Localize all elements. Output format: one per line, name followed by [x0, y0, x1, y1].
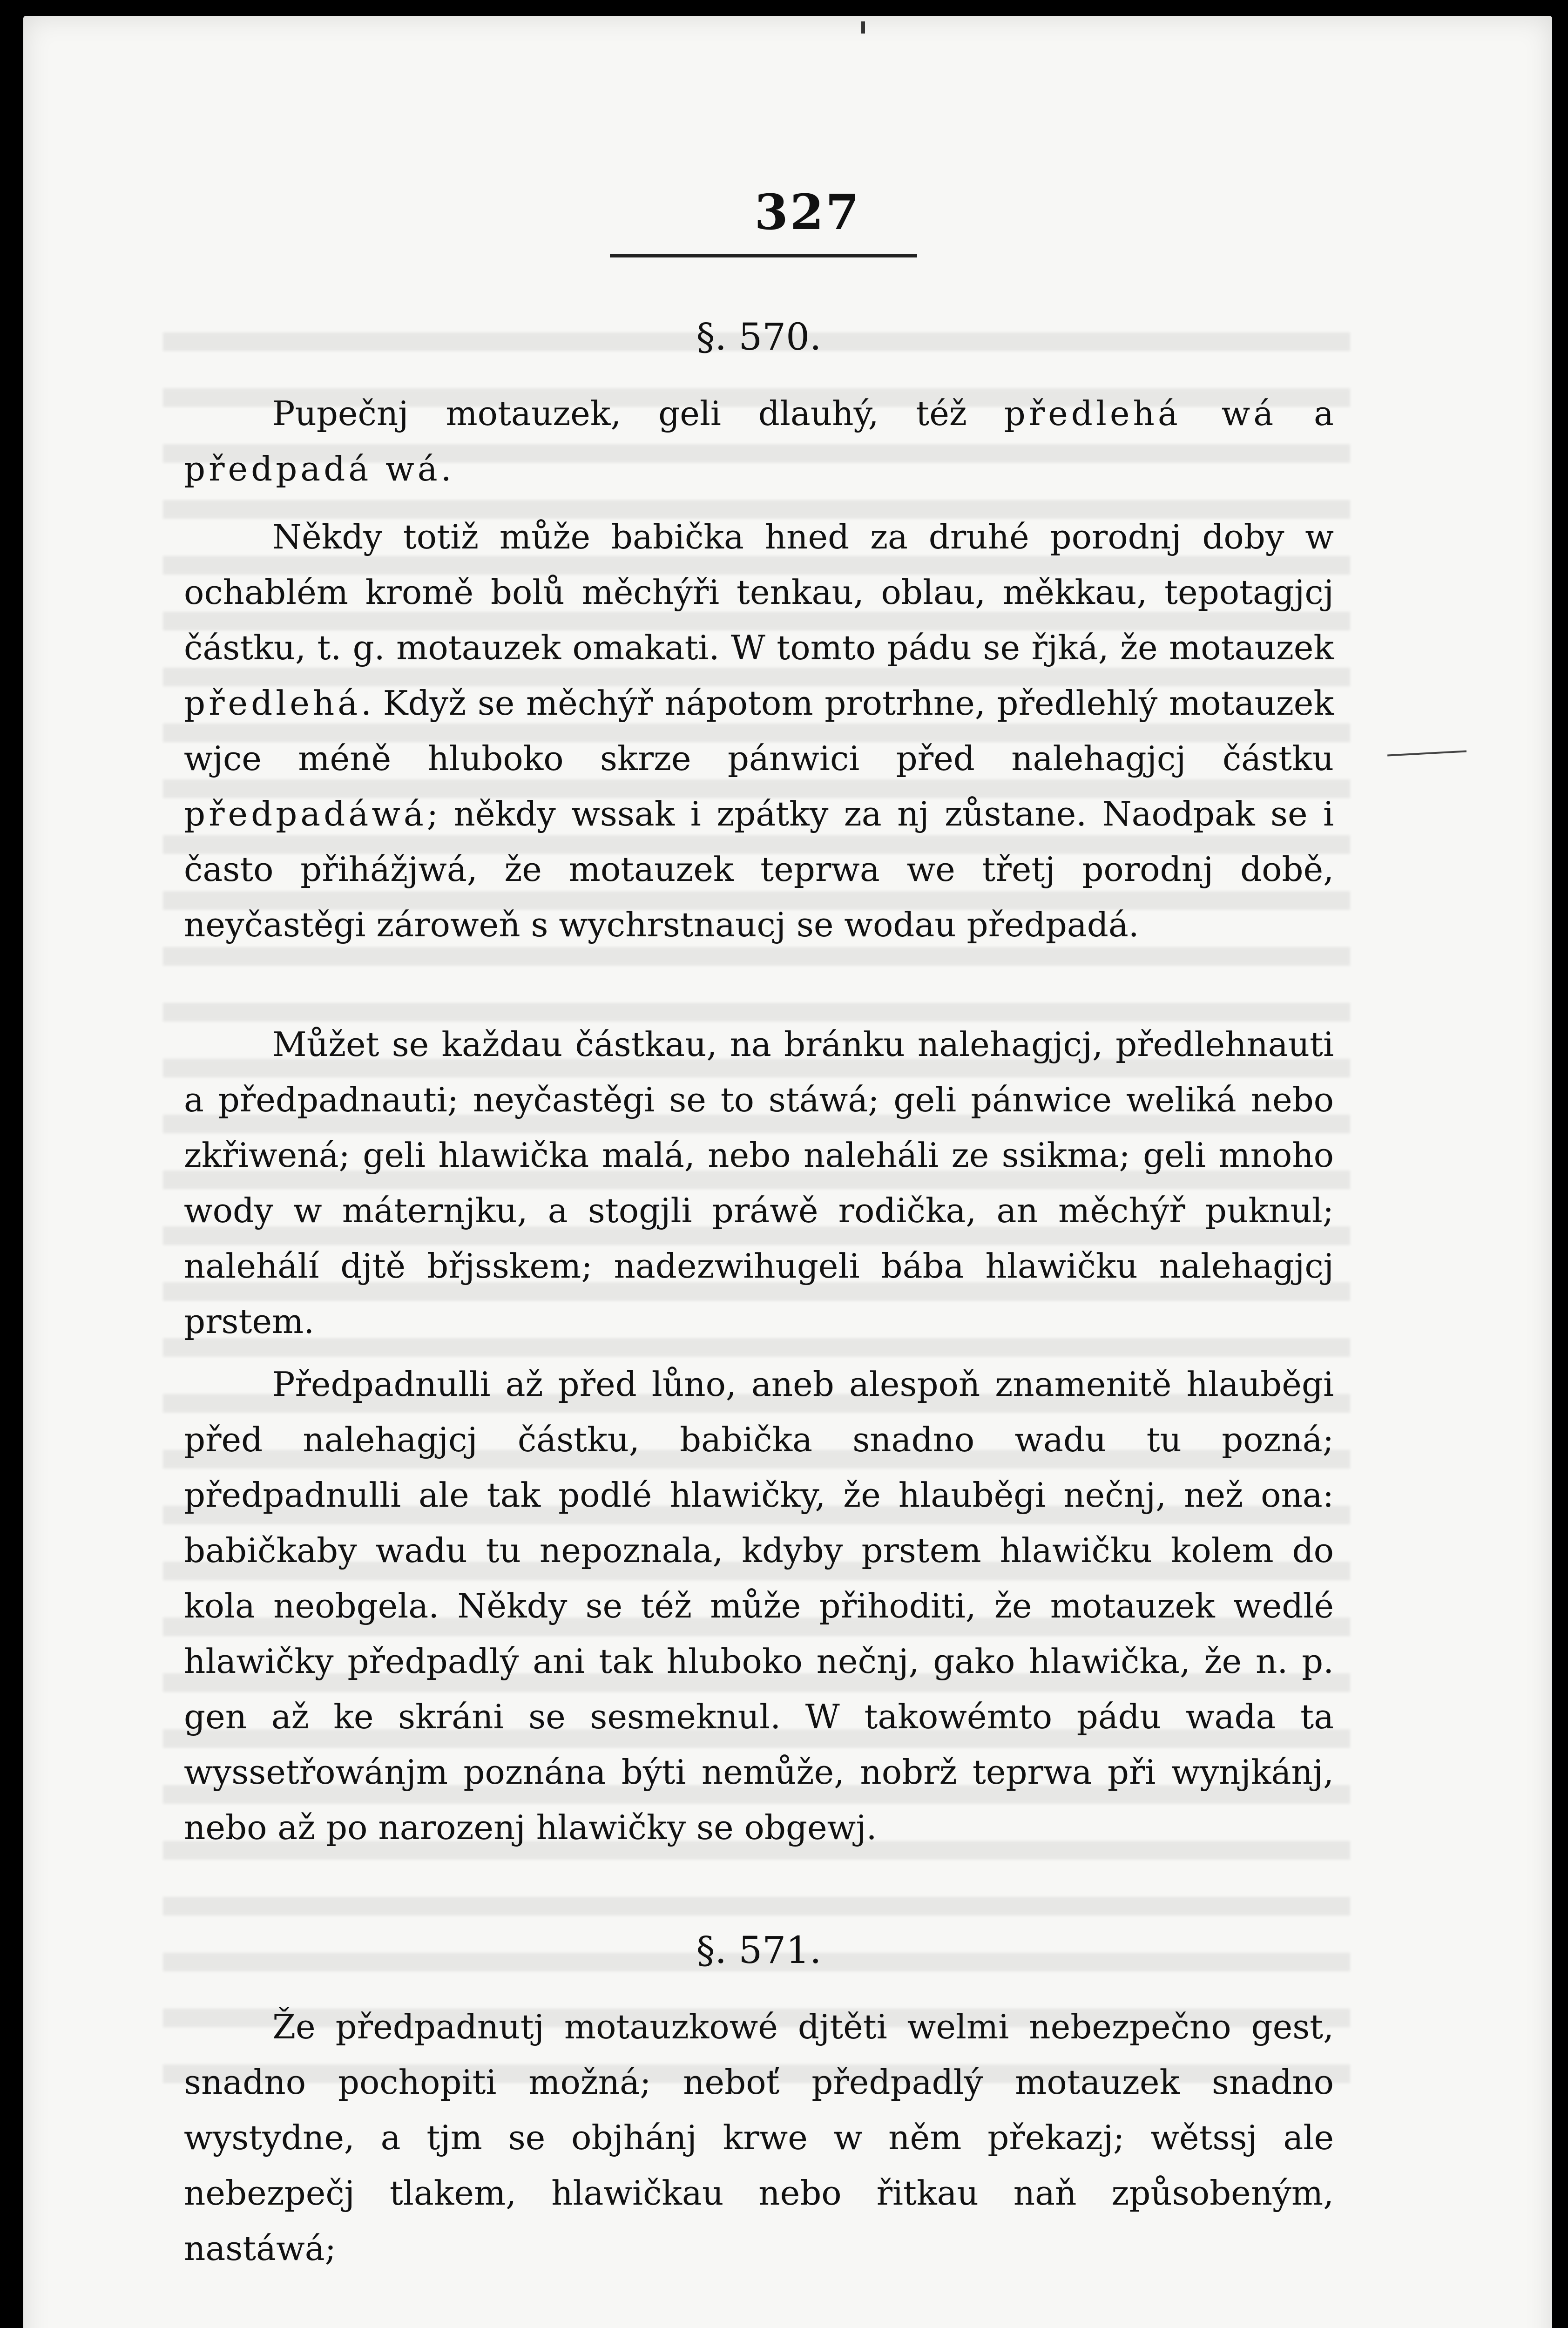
- text-run: a: [1277, 394, 1334, 433]
- paragraph: [184, 509, 1334, 953]
- spaced-text-run: předpadá wá: [184, 449, 441, 488]
- book-page: [23, 16, 1552, 2328]
- spaced-text-run: předpadáwá: [184, 794, 427, 833]
- text-run: .: [440, 449, 452, 488]
- text-run: Že předpadnutj motauzkowé djtěti welmi nebezpečno gest, snadno pochopiti možná; neboť předpadlý motauzek snadno wystydne, a tjm se objhánj krwe w něm překazj; wětssj ale nebezpečj tlakem, hlawičkau nebo řitkau naň způsobeným, nastáwá;: [184, 2007, 1334, 2268]
- page-number: 327: [754, 183, 861, 241]
- text-run: Předpadnulli až před lůno, aneb alespoň znamenitě hlauběgi před nalehagjcj částku, babička snadno wadu tu pozná; předpadnulli ale tak podlé hlawičky, že hlauběgi nečnj, než ona: babičkaby wadu tu nepoznala, kdyby prstem hlawičku kolem do kola neobgela. Někdy se též může přihoditi, že motauzek wedlé hlawičky předpadlý ani tak hluboko nečnj, gako hlawička, že n. p. gen až ke skráni se sesmeknul. W takowémto pádu wada ta wyssetřowánjm poznána býti nemůže, nobrž teprwa při wynjkánj, nebo až po narozenj hlawičky se obgewj.: [184, 1365, 1334, 1847]
- header-rule: [610, 254, 917, 257]
- paragraph: [184, 386, 1334, 497]
- section-heading-571: §. 571.: [696, 1929, 822, 1972]
- print-speck: [861, 21, 865, 34]
- text-run: Pupečnj motauzek, geli dlauhý, též: [272, 394, 1004, 433]
- text-run: Můžet se každau částkau, na bránku nalehagjcj, předlehnauti a předpadnauti; neyčastěgi se to stáwá; geli pánwice weliká nebo zkřiwená; geli hlawička malá, nebo naleháli ze ssikma; geli mnoho wody w máternjku, a stogjli práwě rodička, an měchýř puknul; nalehálí djtě břjsskem; nadezwihugeli bába hlawičku nalehagjcj prstem.: [184, 1025, 1334, 1341]
- text-run: . Když se měchýř nápotom protrhne, předlehlý motauzek wjce méně hluboko skrze pánwici před nalehagjcj částku: [184, 684, 1334, 778]
- section-heading-570: §. 570.: [696, 315, 822, 359]
- text-run: ; někdy wssak i zpátky za nj zůstane. Naodpak se i často přihážjwá, že motauzek teprwa we třetj porodnj době, neyčastěgi zároweň s wychrstnaucj se wodau předpadá.: [184, 794, 1334, 944]
- paragraph: [184, 1357, 1334, 1855]
- paragraph: [184, 1017, 1334, 1349]
- text-run: Někdy totiž může babička hned za druhé porodnj doby w ochablém kromě bolů měchýři tenkau, oblau, měkkau, tepotagjcj částku, t. g. motauzek omakati. W tomto pádu se řjká, že motauzek: [184, 517, 1334, 667]
- spaced-text-run: předlehá wá: [1004, 394, 1277, 433]
- paragraph: [184, 1999, 1334, 2276]
- margin-pencil-mark: [1387, 751, 1467, 757]
- spaced-text-run: předlehá: [184, 684, 361, 723]
